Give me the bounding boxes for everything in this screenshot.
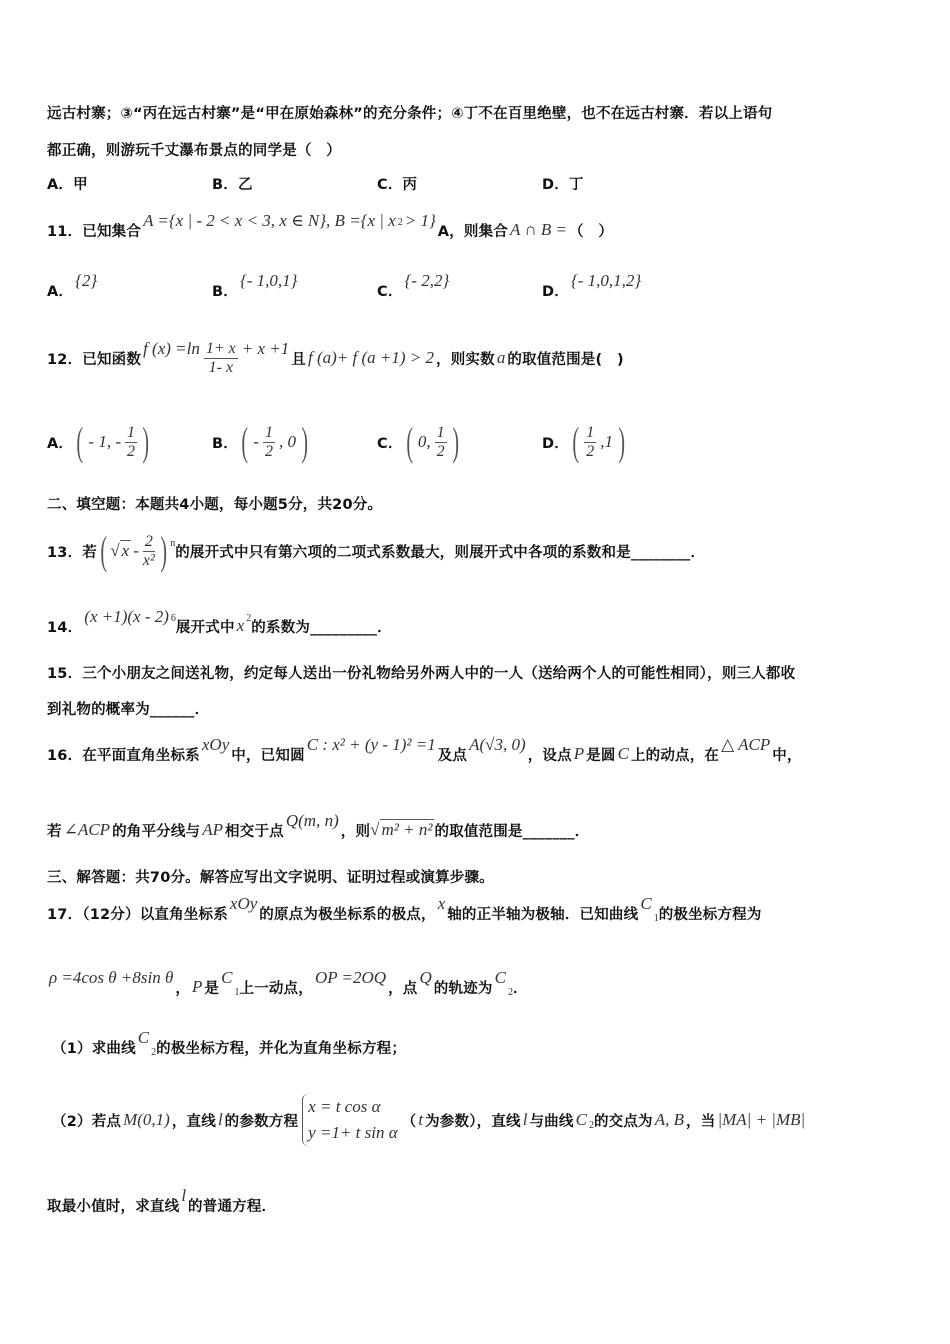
- math-expression: {2}: [75, 271, 98, 290]
- equation-line: y =1+ t sin α: [308, 1123, 398, 1142]
- question-text: A，则集合: [437, 223, 508, 240]
- section-2-heading: [47, 491, 382, 515]
- math-expression: f (a)+ f (a +1) > 2: [307, 348, 434, 367]
- question-text: 的取值范围是( ): [507, 351, 624, 368]
- q12-option-a: [47, 419, 152, 464]
- question-text: （2）若点: [52, 1113, 122, 1130]
- math-parenthesis: (: [405, 419, 413, 464]
- q12-option-b: [212, 419, 311, 464]
- math-subscript: 1: [653, 912, 659, 924]
- math-expression: l: [217, 1110, 223, 1129]
- math-superscript: 2: [397, 216, 403, 228]
- math-expression: {- 2,2}: [404, 271, 450, 290]
- math-fraction: [435, 424, 447, 461]
- math-expression: xOy: [229, 894, 258, 913]
- question-text: 是圆: [586, 747, 616, 764]
- math-expression: -: [133, 541, 139, 560]
- math-parenthesis: ): [160, 528, 167, 573]
- equation-line: x = t cos α: [308, 1097, 381, 1116]
- radicand: m² + n²: [381, 820, 433, 839]
- question-text: 取最小值时，求直线: [47, 1198, 180, 1215]
- math-expression: C: [494, 968, 506, 987]
- fraction-denominator: 2: [264, 442, 273, 460]
- radical-sign-icon: √: [370, 820, 380, 839]
- math-expression: l: [181, 1186, 187, 1205]
- math-parenthesis: (: [241, 419, 248, 464]
- math-superscript: n: [170, 537, 176, 549]
- question-text: 轴的正半轴为极轴．已知曲线: [447, 906, 639, 923]
- math-superscript: 6: [170, 612, 176, 624]
- question-text: 中，已知圆: [231, 747, 305, 764]
- math-expression: - 1, -: [88, 432, 122, 451]
- question-text: 12．已知函数: [47, 351, 142, 368]
- q10-option-c: [377, 171, 417, 195]
- question-text: B．: [212, 283, 238, 300]
- math-fraction: [204, 340, 238, 377]
- math-expression: l: [522, 1110, 528, 1129]
- math-expression: ,1: [600, 432, 614, 451]
- q17-part-1: [52, 1028, 407, 1059]
- q10-text-line-2: [47, 137, 341, 161]
- question-text: 展开式中: [175, 619, 235, 636]
- equation-system: [302, 1094, 397, 1146]
- math-expression: M(0,1): [123, 1110, 170, 1129]
- question-text: 及点: [437, 747, 468, 764]
- math-expression: x: [236, 616, 245, 635]
- fraction-denominator: 1- x: [208, 358, 234, 376]
- math-subscript: 1: [234, 986, 240, 998]
- math-expression: f (x) =ln: [143, 339, 200, 358]
- question-text: 的角平分线与: [112, 823, 201, 840]
- q11-option-c: [377, 271, 451, 302]
- question-text: 16．在平面直角坐标系: [47, 747, 200, 764]
- question-text: 的系数为_________．: [251, 619, 392, 636]
- question-text: 与曲线: [529, 1113, 574, 1130]
- fraction-numerator: 1: [127, 423, 136, 441]
- q15-line-1: [47, 660, 795, 684]
- math-parenthesis: ): [618, 419, 626, 464]
- math-expression: P: [573, 744, 585, 763]
- question-text: D．: [542, 435, 569, 452]
- math-expression: ∠ACP: [63, 820, 111, 839]
- question-text: （: [401, 1113, 417, 1130]
- math-expression: C: [221, 968, 233, 987]
- q10-option-a: [47, 171, 88, 195]
- question-text: 15．三个小朋友之间送礼物，约定每人送出一份礼物给另外两人中的一人（送给两个人的可能性相同），则三人都收: [47, 665, 796, 682]
- math-square-root: [370, 820, 434, 840]
- math-parenthesis: (: [76, 419, 84, 464]
- math-fraction: [143, 533, 155, 570]
- question-text: 的取值范围是_______．: [434, 823, 590, 840]
- q10-option-d: [542, 171, 584, 195]
- math-parenthesis: (: [572, 419, 579, 464]
- q12-option-c: [377, 419, 462, 464]
- question-text: 的交点为: [593, 1113, 653, 1130]
- fraction-numerator: 1: [264, 423, 273, 441]
- q11-stem: [47, 211, 614, 242]
- math-expression: A ∩ B =: [510, 220, 567, 239]
- question-text: 11．已知集合: [47, 223, 142, 240]
- question-text: C．: [377, 435, 403, 452]
- fraction-denominator: 2: [127, 442, 136, 460]
- fraction-numerator: 1: [586, 423, 595, 441]
- q16-line-2: [47, 811, 590, 842]
- q17-stem-line-1: [47, 894, 762, 925]
- math-subscript: 2: [151, 1046, 157, 1058]
- question-text: 到礼物的概率为______．: [47, 701, 210, 718]
- math-subscript: 2: [588, 1119, 594, 1131]
- question-text: 上一动点，: [239, 980, 313, 997]
- q12-stem: [47, 339, 624, 376]
- math-parenthesis: ): [451, 419, 459, 464]
- question-text: ，: [175, 980, 191, 997]
- math-expression: P: [192, 977, 203, 996]
- question-text: ，点: [388, 980, 418, 997]
- question-text: 的普通方程．: [188, 1198, 277, 1215]
- question-text: 且: [291, 351, 306, 368]
- question-text: 17．（12分）以直角坐标系: [47, 906, 228, 923]
- math-fraction: [125, 424, 137, 461]
- question-text: ，当: [686, 1113, 716, 1130]
- question-text: C．丙: [377, 176, 418, 193]
- q14-stem: [47, 607, 392, 638]
- question-text: 二、填空题：本题共4小题，每小题5分，共20分。: [47, 496, 383, 513]
- math-expression: △ ACP: [721, 735, 771, 754]
- question-text: ，则: [340, 823, 371, 840]
- math-expression: C: [575, 1110, 587, 1129]
- math-expression: C: [137, 1028, 150, 1047]
- math-expression: Q(m, n): [285, 811, 339, 830]
- question-text: （1）求曲线: [52, 1040, 136, 1057]
- math-expression: x: [437, 894, 446, 913]
- math-expression: a: [496, 348, 506, 367]
- question-text: C．: [377, 283, 403, 300]
- question-text: 的极坐标方程，并化为直角坐标方程；: [156, 1040, 407, 1057]
- math-expression: ρ =4cos θ +8sin θ: [49, 968, 174, 987]
- math-parenthesis: (: [100, 528, 107, 573]
- math-subscript: 2: [507, 986, 513, 998]
- question-text: 上的动点，在: [630, 747, 720, 764]
- math-expression: A(√3, 0): [469, 735, 526, 754]
- question-text: A．甲: [47, 176, 88, 193]
- math-expression: t: [418, 1110, 424, 1129]
- fraction-denominator: x²: [142, 551, 155, 569]
- fraction-denominator: 2: [436, 442, 445, 460]
- question-text: 是: [204, 980, 220, 997]
- q11-option-a: [47, 271, 99, 302]
- question-text: 为参数），直线: [425, 1113, 521, 1130]
- math-expression: AP: [202, 820, 224, 839]
- question-text: 的极坐标方程为: [658, 906, 762, 923]
- question-text: ，则实数: [436, 351, 495, 368]
- question-text: 相交于点: [225, 823, 284, 840]
- fraction-denominator: 2: [586, 442, 595, 460]
- q11-option-b: [212, 271, 299, 302]
- question-text: 的展开式中只有第六项的二项式系数最大，则展开式中各项的系数和是________．: [175, 544, 706, 561]
- math-expression: 0,: [417, 432, 431, 451]
- question-text: 13．若: [47, 544, 97, 561]
- question-text: ，设点: [527, 747, 572, 764]
- q17-part-2-line-2: [47, 1186, 277, 1217]
- math-square-root: [110, 541, 131, 561]
- math-expression: {- 1,0,1,2}: [570, 271, 642, 290]
- question-text: 三、解答题：共70分。解答应写出文字说明、证明过程或演算步骤。: [47, 869, 494, 886]
- fraction-numerator: 1: [436, 423, 445, 441]
- q12-option-d: [542, 419, 628, 464]
- math-expression: > 1}: [404, 211, 436, 230]
- math-expression: A ={x | - 2 < x < 3, x ∈ N}, B ={x | x: [143, 211, 396, 230]
- math-expression: OP =2OQ: [314, 968, 387, 987]
- math-expression: xOy: [201, 735, 230, 754]
- q15-line-2: [47, 696, 209, 720]
- question-text: 若: [47, 823, 62, 840]
- math-parenthesis: ): [142, 419, 150, 464]
- question-text: 的参数方程: [224, 1113, 299, 1130]
- q16-line-1: [47, 735, 802, 766]
- fraction-numerator: 2: [144, 532, 153, 550]
- question-text: B．: [212, 435, 238, 452]
- math-expression: C: [617, 744, 629, 763]
- math-expression: {- 1,0,1}: [239, 271, 298, 290]
- q10-option-b: [212, 171, 253, 195]
- math-parenthesis: ): [301, 419, 308, 464]
- radical-sign-icon: √: [110, 541, 120, 560]
- math-expression: A, B: [654, 1110, 685, 1129]
- q11-option-d: [542, 271, 643, 302]
- question-text: （ ）: [568, 223, 614, 240]
- math-expression: -: [253, 432, 259, 451]
- question-text: 远古村寨；③“丙在远古村寨”是“甲在原始森林”的充分条件；④丁不在百里绝壁，也不在远古村寨．若以上语句: [47, 105, 773, 122]
- math-expression: C: [640, 894, 652, 913]
- question-text: ．: [512, 980, 528, 997]
- math-superscript: 2: [246, 612, 252, 624]
- question-text: 的原点为极坐标系的极点，: [259, 906, 436, 923]
- math-expression: , 0: [278, 432, 296, 451]
- math-expression: C : x² + (y - 1)² =1: [306, 735, 436, 754]
- q17-part-2: [52, 1097, 807, 1142]
- question-text: 的轨迹为: [433, 980, 493, 997]
- math-fraction: [263, 424, 275, 461]
- question-text: ，直线: [171, 1113, 216, 1130]
- question-text: D．丁: [542, 176, 584, 193]
- section-3-heading: [47, 864, 494, 888]
- q13-stem: [47, 528, 706, 573]
- math-expression: Q: [419, 968, 432, 987]
- question-text: 都正确，则游玩千丈瀑布景点的同学是（ ）: [47, 142, 341, 159]
- math-expression: |MA| + |MB|: [717, 1110, 806, 1129]
- question-text: 中，: [772, 747, 802, 764]
- q17-stem-line-2: [47, 968, 528, 999]
- question-text: A．: [47, 435, 74, 452]
- question-text: B．乙: [212, 176, 253, 193]
- fraction-numerator: 1+ x: [205, 339, 236, 357]
- math-expression: + x +1: [241, 339, 290, 358]
- question-text: D．: [542, 283, 569, 300]
- math-fraction: [584, 424, 596, 461]
- math-expression: (x +1)(x - 2): [84, 607, 169, 626]
- q10-text-line-1: [47, 100, 772, 124]
- radicand: x: [121, 541, 130, 560]
- question-text: 14．: [47, 619, 83, 636]
- question-text: A．: [47, 283, 74, 300]
